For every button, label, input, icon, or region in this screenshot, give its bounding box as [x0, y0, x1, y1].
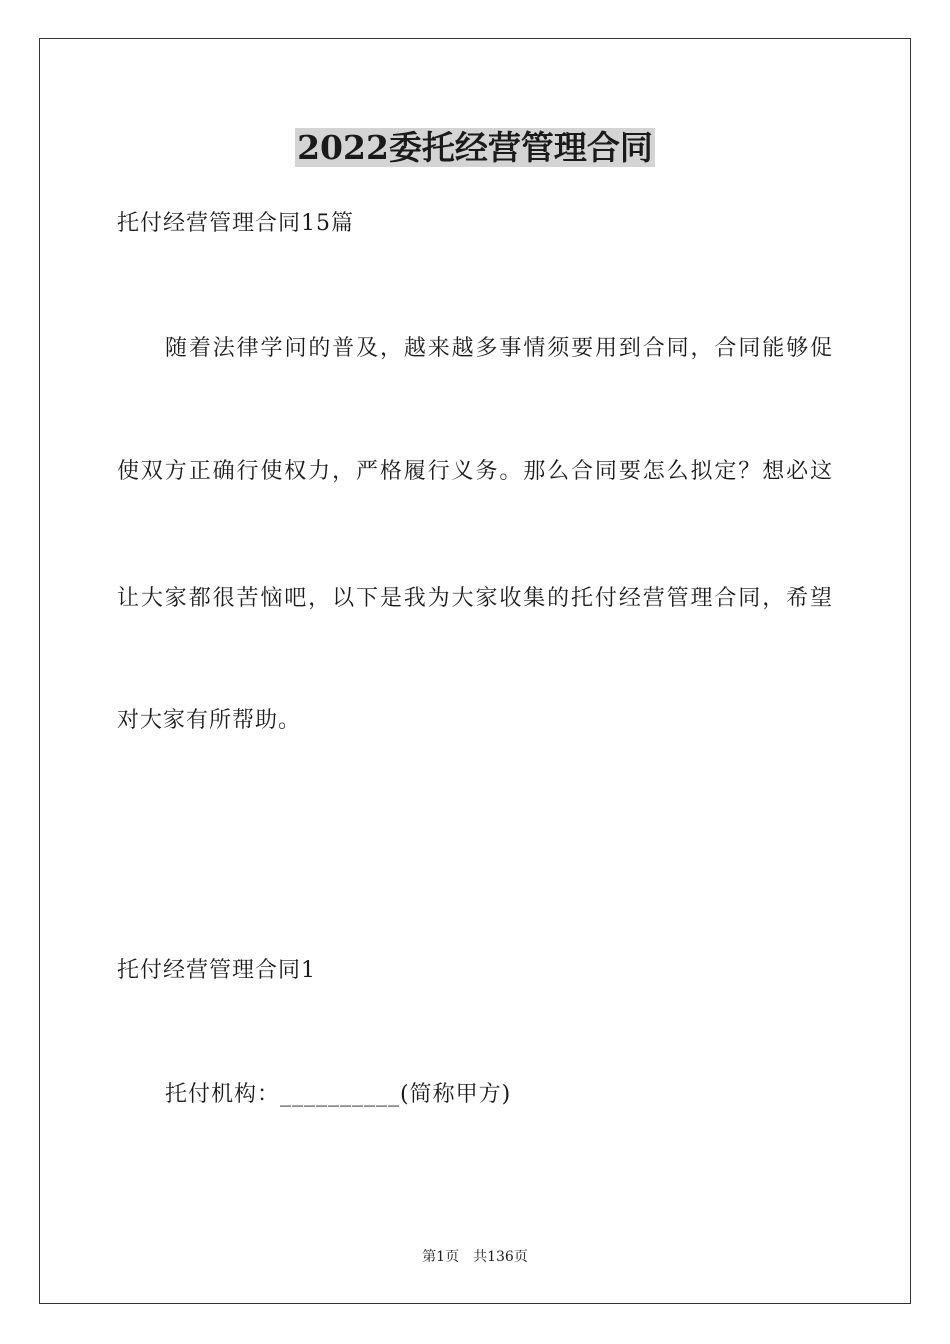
- intro-line-1: 随着法律学问的普及，越来越多事情须要用到合同，合同能够促: [165, 336, 833, 361]
- party-a-line: 托付机构：__________(简称甲方): [165, 1082, 512, 1107]
- intro-line-4: 对大家有所帮助。: [117, 708, 302, 733]
- page-number: 第1页: [422, 1249, 460, 1265]
- intro-line-2: 使双方正确行使权力，严格履行义务。那么合同要怎么拟定？想必这: [117, 459, 833, 484]
- document-title: [0, 126, 950, 170]
- section-heading: 托付经营管理合同1: [117, 958, 316, 983]
- page-footer: [0, 1247, 950, 1267]
- document-title-text: 2022委托经营管理合同: [297, 128, 653, 167]
- page-total: 共136页: [473, 1249, 528, 1265]
- document-subtitle: 托付经营管理合同15篇: [117, 211, 354, 236]
- intro-line-3: 让大家都很苦恼吧，以下是我为大家收集的托付经营管理合同，希望: [117, 586, 833, 611]
